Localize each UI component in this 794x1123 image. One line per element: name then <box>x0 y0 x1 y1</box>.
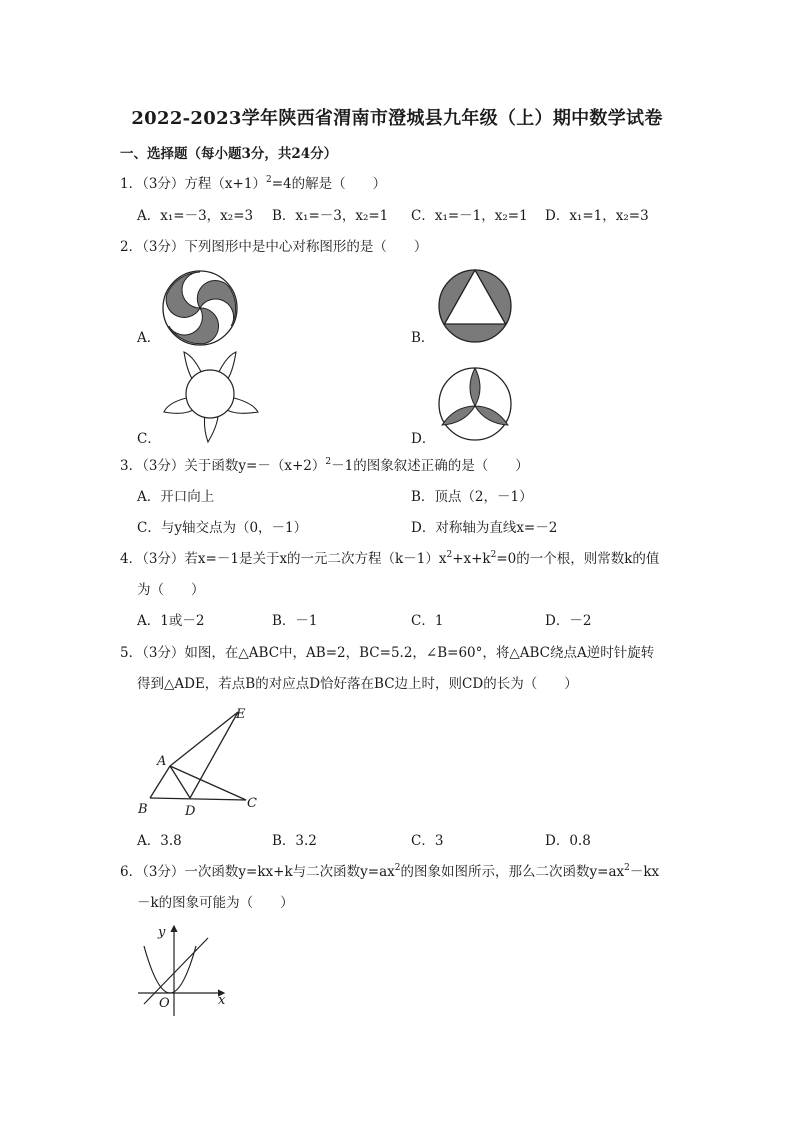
point-e-label: E <box>236 707 246 722</box>
page-title: 2022-2023学年陕西省渭南市澄城县九年级（上）期中数学试卷 <box>131 108 663 129</box>
inscribed-triangle-figure <box>437 268 517 348</box>
question-6-line2: －k的图象可能为（ ） <box>137 895 294 911</box>
q6-line1-a: 6．（3分）一次函数y=kx+k与二次函数y=ax <box>120 864 395 880</box>
q3-stem-pre: 3．（3分）关于函数y=－（x+2） <box>120 458 326 474</box>
point-d-label: D <box>185 804 196 819</box>
question-2-stem: 2．（3分）下列图形中是中心对称图形的是（ ） <box>120 239 428 255</box>
q6-line1-c: －kx <box>629 864 660 880</box>
question-4-line2: 为（ ） <box>137 582 205 598</box>
y-axis-label: y <box>158 925 166 940</box>
function-graph-figure <box>130 920 240 1020</box>
q4-option-a: A．1或－2 <box>137 613 205 629</box>
q1-option-d: D．x₁=1，x₂=3 <box>545 208 649 224</box>
q6-superscript-2: 2 <box>624 863 630 873</box>
q1-stem-pre: 1．（3分）方程（x+1） <box>120 176 266 192</box>
question-1-stem <box>120 175 386 193</box>
q3-option-b: B．顶点（2，－1） <box>411 489 533 505</box>
q4-option-b: B．－1 <box>272 613 318 629</box>
q3-stem-post: －1的图象叙述正确的是（ ） <box>331 458 529 474</box>
point-b-label: B <box>138 802 148 817</box>
origin-label: O <box>159 996 170 1011</box>
triskelion-figure <box>160 268 240 348</box>
question-3-stem <box>120 457 529 475</box>
three-leaf-figure <box>437 366 517 446</box>
q2-option-a-label: A． <box>137 330 161 346</box>
q1-superscript: 2 <box>265 175 272 185</box>
q4-option-d: D．－2 <box>545 613 592 629</box>
q1-stem-post: =4的解是（ ） <box>271 176 387 192</box>
question-5-line2: 得到△ADE，若点B的对应点D恰好落在BC边上时，则CD的长为（ ） <box>137 676 578 692</box>
q5-option-c: C．3 <box>411 833 444 849</box>
rotation-triangle-figure <box>130 704 270 820</box>
q5-option-d: D．0.8 <box>545 833 591 849</box>
q2-option-d-label: D． <box>411 431 436 447</box>
q6-line1-b: 的图象如图所示，那么二次函数y=ax <box>400 864 625 880</box>
question-6-line1 <box>120 863 659 881</box>
q2-option-b-label: B． <box>411 330 435 346</box>
x-axis-label: x <box>218 993 226 1008</box>
q5-option-b: B．3.2 <box>272 833 317 849</box>
q1-option-a: A．x₁=－3，x₂=3 <box>137 208 254 224</box>
q3-option-c: C．与y轴交点为（0，－1） <box>137 520 308 536</box>
q2-option-c-label: C． <box>137 431 161 447</box>
question-4-stem <box>120 550 659 568</box>
q1-option-b: B．x₁=－3，x₂=1 <box>272 208 389 224</box>
q3-option-a: A．开口向上 <box>137 489 215 505</box>
q4-superscript-1: 2 <box>446 550 453 560</box>
q3-superscript: 2 <box>325 457 332 467</box>
q4-stem-b: +x+k <box>452 551 491 567</box>
q3-option-d: D．对称轴为直线x=－2 <box>411 520 558 536</box>
point-c-label: C <box>247 796 257 811</box>
question-5-line1: 5．（3分）如图，在△ABC中，AB=2，BC=5.2，∠B=60°，将△ABC绕点A逆时针旋转 <box>120 645 655 661</box>
flower-figure <box>160 348 260 444</box>
q4-stem-c: =0的一个根，则常数k的值 <box>496 551 660 567</box>
q1-option-c: C．x₁=－1，x₂=1 <box>411 208 528 224</box>
point-a-label: A <box>157 754 167 769</box>
q6-superscript-1: 2 <box>394 863 401 873</box>
q5-option-a: A．3.8 <box>137 833 182 849</box>
section-heading: 一、选择题（每小题3分，共24分） <box>120 146 338 162</box>
q4-stem-a: 4．（3分）若x=－1是关于x的一元二次方程（k－1）x <box>120 551 447 567</box>
q4-superscript-2: 2 <box>490 550 497 560</box>
q4-option-c: C．1 <box>411 613 444 629</box>
